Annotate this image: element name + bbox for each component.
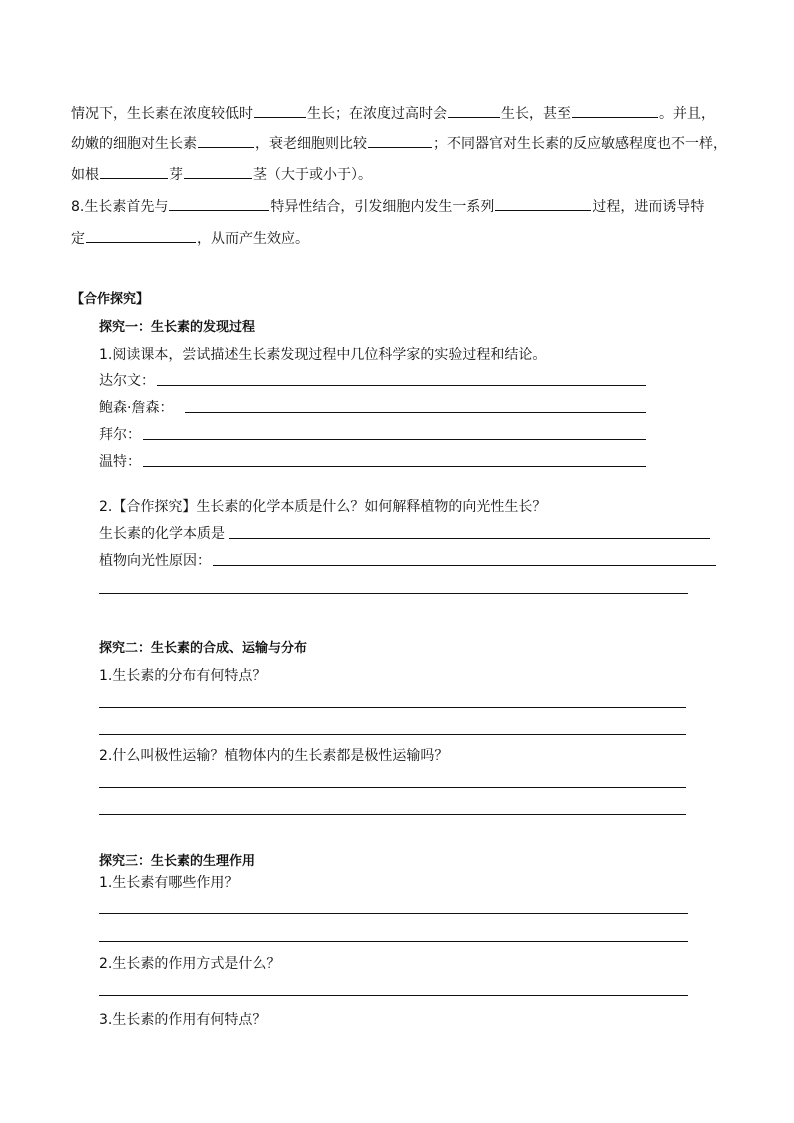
label-phototropism-reason: 植物向光性原因：	[99, 553, 211, 569]
blank-old-cells[interactable]	[368, 133, 432, 148]
exploration-2-title: 探究二：生长素的合成、运输与分布	[99, 641, 308, 656]
label-paal: 拜尔：	[99, 427, 141, 443]
exploration-3-question-1: 1.生长素有哪些作用？	[99, 875, 239, 891]
exploration-3-question-2: 2.生长素的作用方式是什么？	[99, 956, 281, 972]
text: 茎（大于或小于）。	[253, 167, 372, 183]
text: 如根	[71, 167, 99, 183]
text: ，衰老细胞则比较	[255, 136, 367, 152]
answer-line-ex2-q1-1[interactable]	[99, 707, 686, 708]
text: 。并且，	[659, 106, 715, 122]
blank-low-concentration[interactable]	[254, 103, 306, 118]
intro-line-3	[71, 164, 372, 185]
section-title-coop: 【合作探究】	[71, 292, 150, 307]
label-darwin: 达尔文：	[99, 373, 155, 389]
blank-receptor[interactable]	[169, 196, 269, 211]
label-chemical-nature: 生长素的化学本质是	[99, 526, 225, 542]
question-8-line-2	[71, 228, 309, 249]
exploration-1-question-2: 2.【合作探究】生长素的化学本质是什么？如何解释植物的向光性生长？	[99, 499, 547, 515]
exploration-1-question-1: 1.阅读课本，尝试描述生长素发现过程中几位科学家的实验过程和结论。	[99, 347, 547, 363]
text: 特异性结合，引发细胞内发生一系列	[270, 199, 495, 215]
blank-even[interactable]	[572, 103, 658, 118]
answer-line-phototropism-1[interactable]	[213, 565, 716, 566]
intro-line-2	[71, 133, 727, 154]
text: 生长，甚至	[501, 106, 571, 122]
answer-line-boysen-jensen[interactable]	[185, 412, 646, 413]
text: 生长；在浓度过高时会	[307, 106, 447, 122]
text: 情况下，生长素在浓度较低时	[71, 106, 253, 122]
blank-signal-process[interactable]	[495, 196, 591, 211]
blank-root-bud[interactable]	[100, 164, 168, 179]
exploration-3-question-3: 3.生长素的作用有何特点？	[99, 1012, 267, 1028]
blank-young-cells[interactable]	[198, 133, 254, 148]
text: 定	[71, 231, 85, 247]
answer-line-went[interactable]	[143, 466, 646, 467]
answer-line-darwin[interactable]	[157, 385, 646, 386]
text: 幼嫩的细胞对生长素	[71, 136, 197, 152]
exploration-2-question-2: 2.什么叫极性运输？植物体内的生长素都是极性运输吗？	[99, 748, 449, 764]
text: 8.生长素首先与	[71, 199, 169, 215]
answer-line-ex3-q1-2[interactable]	[99, 941, 688, 942]
answer-line-paal[interactable]	[143, 439, 646, 440]
text: 过程，进而诱导特	[592, 199, 705, 215]
answer-line-chemical-nature[interactable]	[229, 538, 710, 539]
answer-line-ex3-q1-1[interactable]	[99, 913, 688, 914]
text: ；不同器官对生长素的反应敏感程度也不一样，	[433, 136, 727, 152]
exploration-2-question-1: 1.生长素的分布有何特点？	[99, 668, 267, 684]
answer-line-ex3-q2[interactable]	[99, 995, 688, 996]
answer-line-ex2-q1-2[interactable]	[99, 734, 686, 735]
text: ，从而产生效应。	[197, 231, 309, 247]
question-8-line-1	[71, 196, 704, 217]
intro-line-1	[71, 103, 715, 124]
answer-line-phototropism-2[interactable]	[99, 593, 688, 594]
blank-high-concentration[interactable]	[448, 103, 500, 118]
text: 芽	[169, 167, 183, 183]
label-boysen-jensen: 鲍森·詹森：	[99, 400, 174, 416]
exploration-3-title: 探究三：生长素的生理作用	[99, 854, 256, 869]
answer-line-ex2-q2-1[interactable]	[99, 787, 686, 788]
blank-gene-expression[interactable]	[86, 228, 196, 243]
label-went: 温特：	[99, 454, 141, 470]
blank-bud-stem[interactable]	[184, 164, 252, 179]
exploration-1-title: 探究一：生长素的发现过程	[99, 320, 256, 335]
answer-line-ex2-q2-2[interactable]	[99, 814, 686, 815]
